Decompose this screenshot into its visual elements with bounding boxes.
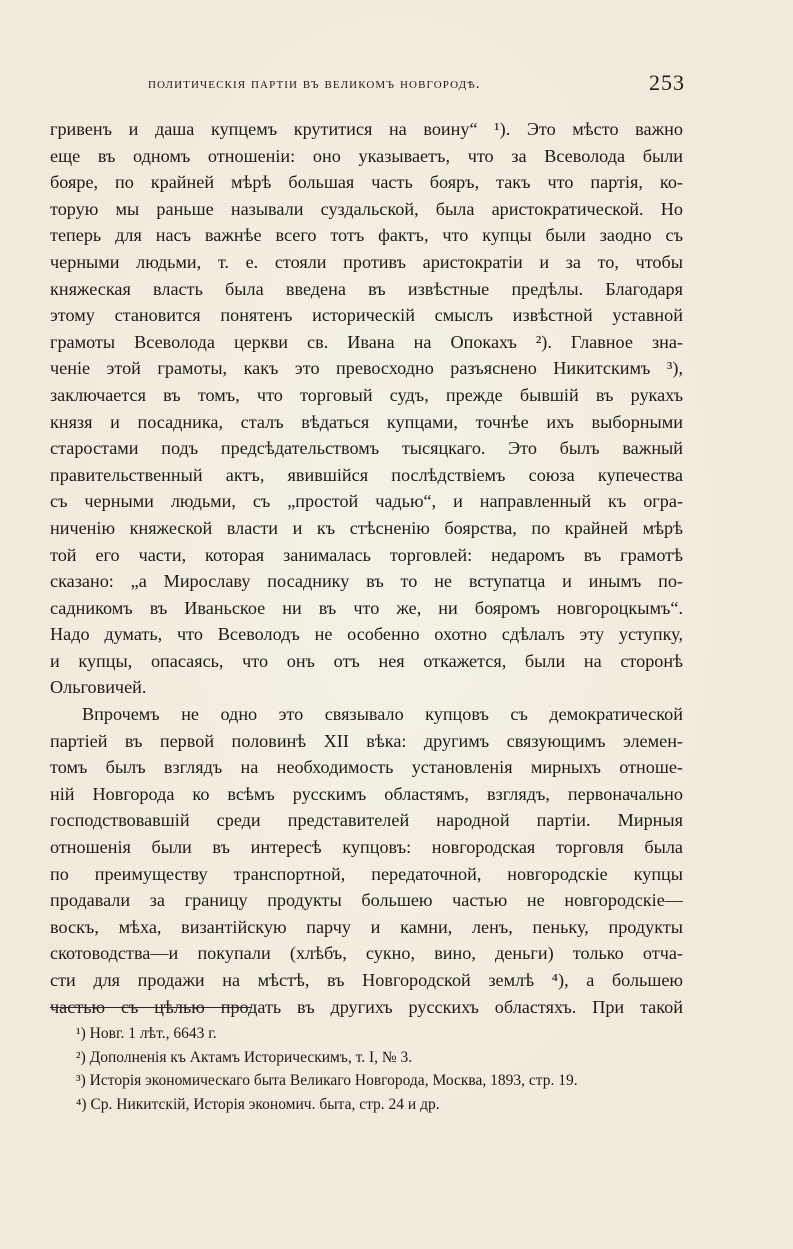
text-line: томъ былъ взглядъ на необходимость установленія мирныхъ отноше- [50, 757, 683, 778]
footnotes [76, 1022, 686, 1116]
text-line: правительственный актъ, явившійся послѣдствіемъ союза купечества [50, 464, 683, 485]
text-line: партіей въ первой половинѣ XII вѣка: другимъ связующимъ элемен- [50, 730, 683, 751]
text-line: частью съ цѣлью продать въ другихъ русскихъ областяхъ. При такой [50, 996, 683, 1017]
text-line: сказано: „а Мирославу посаднику въ то не вступатца и инымъ по- [50, 571, 683, 592]
text-line: теперь для насъ важнѣе всего тотъ фактъ, что купцы были заодно съ [50, 225, 683, 246]
text-line: старостами подъ предсѣдательствомъ тысяцкаго. Это былъ важный [50, 438, 683, 459]
text-line: скотоводства—и покупали (хлѣбъ, сукно, вино, деньги) только отча- [50, 943, 683, 964]
footnote: ²) Дополненія къ Актамъ Историческимъ, т. I, № 3. [76, 1048, 413, 1066]
text-line: заключается въ томъ, что торговый судъ, прежде бывшій въ рукахъ [50, 384, 683, 405]
text-line: черными людьми, т. е. стояли противъ аристократіи и за то, чтобы [50, 251, 683, 272]
text-line: сти для продажи на мѣстѣ, въ Новгородской землѣ ⁴), а большею [50, 970, 683, 990]
text-line: князя и посадника, сталъ вѣдаться купцами, точнѣе ихъ выборными [50, 411, 683, 432]
text-line: княжеская власть была введена въ извѣстные предѣлы. Благодаря [50, 278, 683, 299]
text-line: съ черными людьми, съ „простой чадью“, и направленный къ огра- [50, 491, 683, 512]
footnote: ¹) Новг. 1 лѣт., 6643 г. [76, 1025, 217, 1042]
text-line: по преимуществу транспортной, передаточной, новгородскіе купцы [50, 863, 683, 884]
running-head [140, 70, 685, 100]
running-title: политическія партіи въ великомъ новгородѣ. [148, 76, 481, 92]
text-line: и купцы, опасаясь, что онъ отъ нея откажется, были на сторонѣ [50, 650, 683, 671]
footnote-separator [50, 1007, 252, 1008]
paragraph-end-line: Ольговичей. [50, 677, 147, 698]
text-line: садникомъ въ Иваньское ни въ что же, ни бояромъ новгороцкымъ“. [50, 597, 683, 618]
page-number: 253 [649, 70, 685, 95]
text-line: ченіе этой грамоты, какъ это превосходно разъяснено Никитскимъ ³), [50, 358, 683, 379]
text-line: Надо думать, что Всеволодъ не особенно охотно сдѣлалъ эту уступку, [50, 624, 683, 645]
text-line: отношенія были въ интересѣ купцовъ: новгородская торговля была [50, 837, 683, 858]
text-line: этому становится понятенъ историческій смыслъ извѣстной уставной [50, 305, 683, 326]
text-line: господствовавшій среди представителей народной партіи. Мирныя [50, 810, 683, 831]
text-line: воскъ, мѣха, византійскую парчу и камни, ленъ, пеньку, продукты [50, 916, 683, 937]
text-line: еще въ одномъ отношеніи: оно указываетъ, что за Всеволода были [50, 145, 683, 166]
text-line: грамоты Всеволода церкви св. Ивана на Опокахъ ²). Главное зна- [50, 331, 683, 352]
text-line: гривенъ и даша купцемъ крутитися на воину“ ¹). Это мѣсто важно [50, 119, 683, 139]
text-line: продавали за границу продукты большею частью не новгородскіе— [50, 890, 683, 911]
footnote: ³) Исторія экономическаго быта Великаго Новгорода, Москва, 1893, стр. 19. [76, 1072, 578, 1090]
body-text [50, 116, 683, 1020]
text-line: ниченію княжеской власти и къ стѣсненію боярства, по крайней мѣрѣ [50, 517, 683, 538]
text-line: ній Новгорода ко всѣмъ русскимъ областямъ, взглядъ, первоначально [50, 783, 683, 804]
text-line: той его части, которая занималась торговлей: недаромъ въ грамотѣ [50, 544, 683, 565]
text-line: бояре, по крайней мѣрѣ большая часть бояръ, такъ что партія, ко- [50, 172, 683, 193]
paragraph-start-line: Впрочемъ не одно это связывало купцовъ съ демократической [82, 704, 683, 725]
text-line: торую мы раньше называли суздальской, была аристократической. Но [50, 198, 683, 219]
footnote: ⁴) Ср. Никитскій, Исторія экономич. быта, стр. 24 и др. [76, 1095, 440, 1113]
